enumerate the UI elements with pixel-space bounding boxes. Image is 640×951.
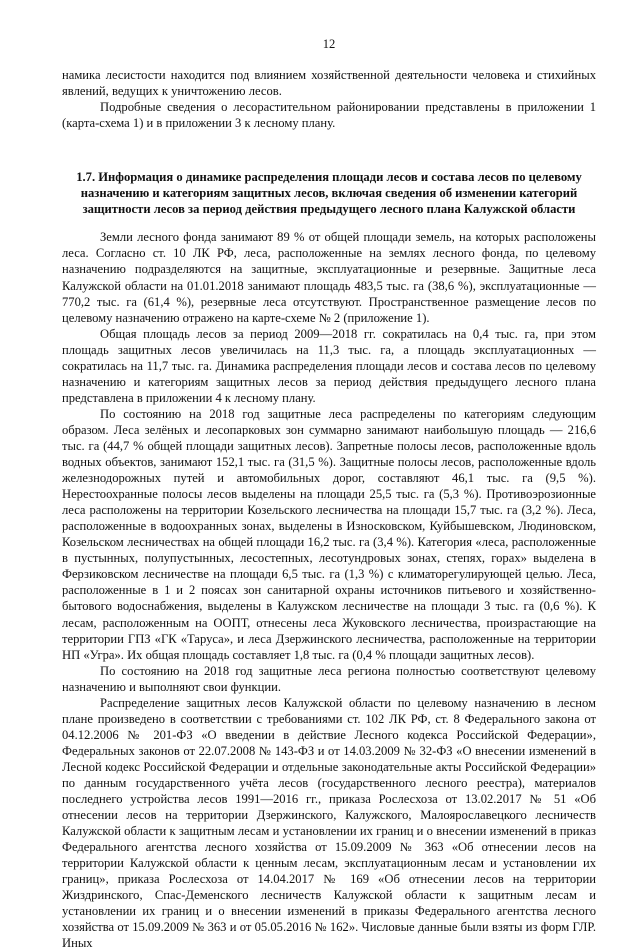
document-page [62, 0, 596, 951]
body-paragraph: По состоянию на 2018 год защитные леса региона полностью соответствуют целевому назначению и выполняют свои функции. [62, 663, 596, 694]
body-paragraph: Распределение защитных лесов Калужской области по целевому назначению в лесном плане произведено в соответствии с требованиями ст. 102 ЛК РФ, ст. 8 Федерального закона от 04.12.2006 № 201-ФЗ «О введении в действие Лесного кодекса Российской Федерации», Федеральных законов от 22.07.2008 № 143-ФЗ и от 14.03.2009 № 32-ФЗ «О внесении изменений в Лесной кодекс Российской Федерации и отдельные законодательные акты Российской Федерации» по данным государственного учёта лесов (государственного лесного реестра), материалов последнего устройства лесов 1991—2016 гг., приказа Рослесхоза от 13.02.2017 № 51 «Об отнесении лесов на территории Дзержинского, Калужского, Малоярославецкого лесничеств Калужской области к защитным лесам и установлении их границ и о внесении изменений в приказ Федерального агентства лесного хозяйства от 15.09.2009 № 363 «Об отнесении лесов на территории Калужской области к ценным лесам, эксплуатационным лесам и установлении их границ», приказа Рослесхоза от 14.04.2017 № 169 «Об отнесении лесов на территории Жиздринского, Спас-Деменского лесничеств Калужской области к защитным лесам и установлении их границ и о внесении изменений в приказы Федерального агентства лесного хозяйства от 15.09.2009 № 363 и от 05.05.2016 № 162». Числовые данные были взяты из форм ГЛР. Иных [62, 695, 596, 951]
body-paragraph: Общая площадь лесов за период 2009—2018 гг. сократилась на 0,4 тыс. га, при этом площадь защитных лесов увеличилась на 11,3 тыс. га, а площадь эксплуатационных — сократилась на 11,7 тыс. га. Динамика распределения площади лесов и состава лесов по целевому назначению и категориям защитных лесов за период действия предыдущего лесного плана представлена в приложении 4 к лесному плану. [62, 326, 596, 405]
body-paragraph: Земли лесного фонда занимают 89 % от общей площади земель, на которых расположены леса. Согласно ст. 10 ЛК РФ, леса, расположенные на землях лесного фонда, по целевому назначению подразделяются на защитные, эксплуатационные и резервные. Защитные леса Калужской области на 01.01.2018 занимают площадь 483,5 тыс. га (38,6 %), эксплуатационные — 770,2 тыс. га (61,4 %), резервные леса отсутствуют. Пространственное размещение лесов по целевому назначению отражено на карте-схеме № 2 (приложение 1). [62, 230, 596, 325]
intro-paragraph-2: Подробные сведения о лесорастительном районировании представлены в приложении 1 (карта-схема 1) и в приложении 3 к лесному плану. [62, 100, 596, 131]
section-heading: 1.7. Информация о динамике распределения площади лесов и состава лесов по целевому назначению и категориям защитных лесов, включая сведения об изменении категорий защитности лесов за период действия предыдущего лесного плана Калужской области [76, 170, 582, 217]
intro-paragraph-1: намика лесистости находится под влиянием хозяйственной деятельности человека и стихийных явлений, ведущих к уничтожению лесов. [62, 68, 596, 99]
body-paragraph: По состоянию на 2018 год защитные леса распределены по категориям следующим образом. Леса зелёных и лесопарковых зон суммарно занимают наибольшую площадь — 216,6 тыс. га (44,7 % общей площади защитных лесов). Запретные полосы лесов, расположенные вдоль водных объектов, занимают 152,1 тыс. га (31,5 %). Защитные полосы лесов, расположенные вдоль железнодорожных путей и автомобильных дорог, составляют 46,1 тыс. га (9,5 %). Нерестоохранные полосы лесов выделены на площади 25,5 тыс. га (5,3 %). Противоэрозионные леса расположены на территории Козельского лесничества на площади 15,7 тыс. га (3,2 %). Леса, расположенные в водоохранных зонах, выделены в Износковском, Куйбышевском, Людиновском, Козельском лесничествах на общей площади 16,2 тыс. га (3,4 %). Категория «леса, расположенные в пустынных, полупустынных, лесостепных, лесотундровых зонах, степях, горах» выделена в Ферзиковском лесничестве на площади 6,5 тыс. га (1,3 %) с климаторегулирующей целью. Леса, расположенные в 1 и 2 поясах зон санитарной охраны источников питьевого и хозяйственно-бытового водоснабжения, выделены в Калужском лесничестве на площади 3 тыс. га (0,6 %). К лесам, расположенным на ООПТ, отнесены леса Жуковского лесничества, произрастающие на территории ГПЗ «ГК «Таруса», и леса Дзержинского лесничества, расположенные на территории НП «Угра». Их общая площадь составляет 1,8 тыс. га (0,4 % площади защитных лесов). [62, 406, 596, 662]
page-number: 12 [322, 37, 336, 51]
